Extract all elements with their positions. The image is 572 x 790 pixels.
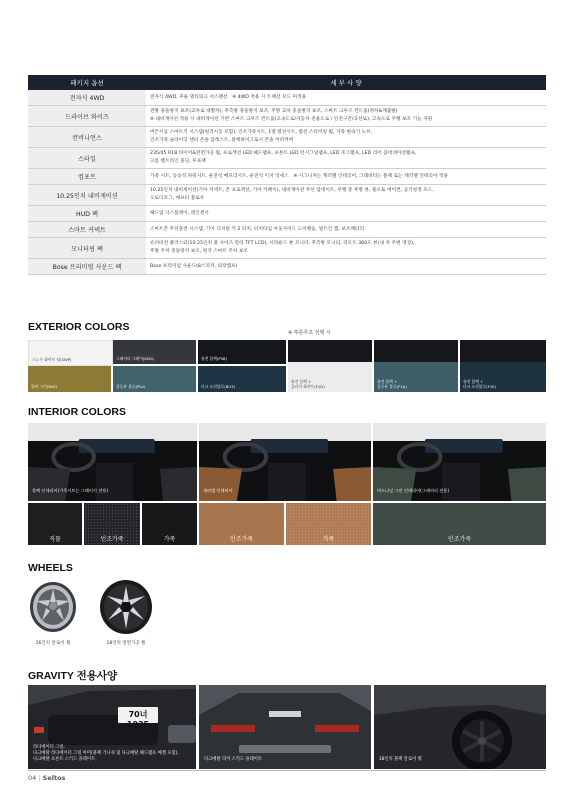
color-name: 플루톤 블루(PLU) <box>116 384 146 389</box>
spec-line: 10.25인치 내비게이션(기아 커넥트, 폰 프로젝션, 기아 카페이), 내비게이션 무선 업데이트, 주행 중 후방 뷰, 풀오토 에어컨, 공기청정 모드, <box>150 188 434 193</box>
color-name: 벌써 그린(B4E) <box>31 384 58 389</box>
spec-line: 후방 주차 충돌방지 보조, 원격 스마트 주차 보조 <box>150 249 248 254</box>
material-label: 직물 <box>49 536 61 543</box>
spec-line: 전자식 4WD, 후륜 멀티링크 서스펜션 ※ 4WD 적용 시 트랙션 모드 미적용 <box>150 94 307 100</box>
wheels-title: WHEELS <box>28 562 73 574</box>
license-plate: 70너 1025 <box>126 710 150 729</box>
exterior-colors-title: EXTERIOR COLORS <box>28 321 130 333</box>
package-spec <box>146 185 546 205</box>
footer: 04 | Seltos <box>28 774 66 782</box>
material-label: 인조가죽 <box>229 536 254 543</box>
wheel-18-caption: 18인치 전면가공 휠 <box>106 641 146 646</box>
page-number: 04 <box>28 774 37 782</box>
wheel-16-alloy-image <box>28 580 78 634</box>
color-swatch <box>113 340 196 364</box>
interior-caption: 캐러멜 인테리어 <box>203 488 233 493</box>
interior-photo <box>28 423 197 501</box>
two-tone-roof-note: ※ 투톤루프 선택 시 <box>288 330 331 336</box>
interior-caption: 버드나잇 그린 인테리어(그래비티 전용) <box>377 488 449 493</box>
color-name: 그래비티 그레이(KDG) <box>116 356 155 361</box>
material-swatch <box>199 503 284 545</box>
gravity-title: GRAVITY 전용사양 <box>28 670 118 682</box>
package-name: 스타일 <box>28 148 146 168</box>
table-row <box>28 148 546 169</box>
package-spec <box>146 259 546 274</box>
color-name: 스노우 화이트 펄(SWP) <box>32 357 72 362</box>
color-name: 다크 오션블루(BU3) <box>201 384 235 389</box>
spec-line: 크롬 벨트라인 몰딩, 루프랙 <box>150 159 206 164</box>
package-spec <box>146 169 546 184</box>
gravity-front-caption: 라디에이터 그릴, 다크메탈 라디에이터 그릴 아머(블랙 가니쉬 및 다크메탈 헤드램프 베젤 포함), 다크메탈 프론트 스키드 플레이트 <box>33 745 179 762</box>
package-name: Bose 프리미엄 사운드 팩 <box>28 259 146 274</box>
material-swatch <box>84 503 140 545</box>
color-swatch <box>28 366 111 392</box>
table-row <box>28 238 546 259</box>
color-swatch <box>460 340 546 392</box>
table-row <box>28 106 546 127</box>
spec-line: 헤드업 디스플레이, 레인센서 <box>150 210 209 216</box>
table-row <box>28 169 546 185</box>
package-name: 드라이브 와이즈 <box>28 106 146 126</box>
package-name: 컨비니언스 <box>28 127 146 147</box>
color-name: 퓨전 블랙(FSB) <box>201 356 227 361</box>
material-label: 인조가죽 <box>100 536 124 543</box>
model-name: Seltos <box>42 774 66 782</box>
header-spec: 세 부 사 양 <box>330 79 362 87</box>
material-swatch <box>28 503 82 545</box>
interior-photo <box>199 423 371 501</box>
package-name: 컴포트 <box>28 169 146 184</box>
package-name: 스마트 커넥트 <box>28 222 146 237</box>
table-row <box>28 259 546 275</box>
table-row <box>28 90 546 106</box>
interior-colors-title: INTERIOR COLORS <box>28 406 127 418</box>
package-name: 10.25인치 내비게이션 <box>28 185 146 205</box>
spec-line: 오토디포그, 애프터 블로우 <box>150 196 205 201</box>
spec-line: 전방 충돌방지 보조(교차로 대향차), 후측방 충돌방지 보조, 후방 교차 충돌방지 보조, 스마트 크루즈 컨트롤(정차&재출발) <box>150 109 398 114</box>
table-row <box>28 206 546 222</box>
table-row <box>28 185 546 206</box>
table-row <box>28 222 546 238</box>
material-swatch <box>373 503 546 545</box>
color-swatch <box>113 366 196 392</box>
package-spec <box>146 90 546 105</box>
package-spec <box>146 206 546 221</box>
gravity-wheel-photo <box>374 685 546 769</box>
package-spec <box>146 106 546 126</box>
material-swatch <box>286 503 371 545</box>
material-swatch <box>142 503 197 545</box>
gravity-front-photo <box>28 685 196 769</box>
package-name: 전자식 4WD <box>28 90 146 105</box>
material-label: 가죽 <box>322 536 335 543</box>
table-header <box>28 77 546 90</box>
package-name: 모니터링 팩 <box>28 238 146 258</box>
color-name: 퓨전 블랙 + 다크 오션블루(F1E) <box>463 379 497 389</box>
spec-line: 스마트폰 무선충전 시스템, 기아 디지털 키 2 터치, 터치타입 아웃사이드 도어핸들, 빌트인 캠, 보조배터리 <box>150 226 364 232</box>
spec-line: 슈퍼비전 클러스터(10.25인치 풀 사이즈 칼라 TFT LCD), 서라운드 뷰 모니터, 후측방 모니터, 리모트 360도 뷰(내 차 주변 영상), <box>150 241 415 246</box>
interior-photo <box>373 423 546 501</box>
gravity-rear-caption: 다크메탈 리어 스키드 플레이트 <box>204 757 263 762</box>
spec-line: 235/45 R18 타이어&전면가공 휠, 프로젝션 LED 헤드램프, 프론트 LED 턴시그널램프, LED 포그램프, LED 리어 콤비네이션램프, <box>150 151 417 156</box>
package-name: HUD 팩 <box>28 206 146 221</box>
color-swatch <box>198 366 286 392</box>
footer-divider <box>28 770 546 771</box>
gravity-wheel-caption: 18인치 블랙 알로이 휠 <box>379 757 422 762</box>
color-name: 퓨전 블랙 + 클리어 화이트(F1D) <box>291 379 325 389</box>
color-swatch <box>28 340 113 366</box>
material-label: 가죽 <box>163 536 176 543</box>
package-spec <box>146 127 546 147</box>
color-swatch <box>288 340 372 392</box>
package-spec <box>146 148 546 168</box>
spec-line: 가죽 시트, 동승석 파워시트, 운전석 메모리시트, 운전석 이지 억세스 ※ 시그니처는 캐러멜 인테리어, 그래비티는 블랙 또는 캐러멜 인테리어 적용 <box>150 173 449 179</box>
material-label: 인조가죽 <box>447 536 472 543</box>
interior-caption: 블랙 인테리어(가죽시트는 그레이시 전용) <box>32 488 109 493</box>
color-swatch <box>198 340 286 364</box>
header-option: 패키지 옵션 <box>70 79 104 87</box>
wheel-16-caption: 16인치 알로이 휠 <box>35 641 71 646</box>
table-row <box>28 127 546 148</box>
spec-line: 인조가죽 슬라이딩 센터 콘솔 암레스트, 블랙하이그로시 콘솔 어퍼커버 <box>150 138 294 143</box>
wheel-18-machined-image <box>98 578 154 636</box>
package-option-table <box>28 75 546 275</box>
gravity-rear-photo <box>199 685 371 769</box>
spec-line: Bose 프리미엄 사운드(8스피커, 외장앰프) <box>150 263 238 269</box>
color-name: 퓨전 블랙 + 플루톤 블루(F1A) <box>377 379 407 389</box>
spec-line: 버튼시동 스마트키 시스템(원격시동 포함), 인조가죽시트, 1열 열선시트, 열선 스티어링 휠, 가죽 변속기 노브, <box>150 130 373 135</box>
package-spec <box>146 222 546 237</box>
package-spec <box>146 238 546 258</box>
color-swatch <box>374 340 458 392</box>
spec-line: ※ 내비게이션 적용 시 내비게이션 기반 스마트 크루즈 컨트롤(고속도로/자동차 전용도로 / 안전구간/곡선로), 고속도로 주행 보조 기능 지원 <box>150 117 433 122</box>
